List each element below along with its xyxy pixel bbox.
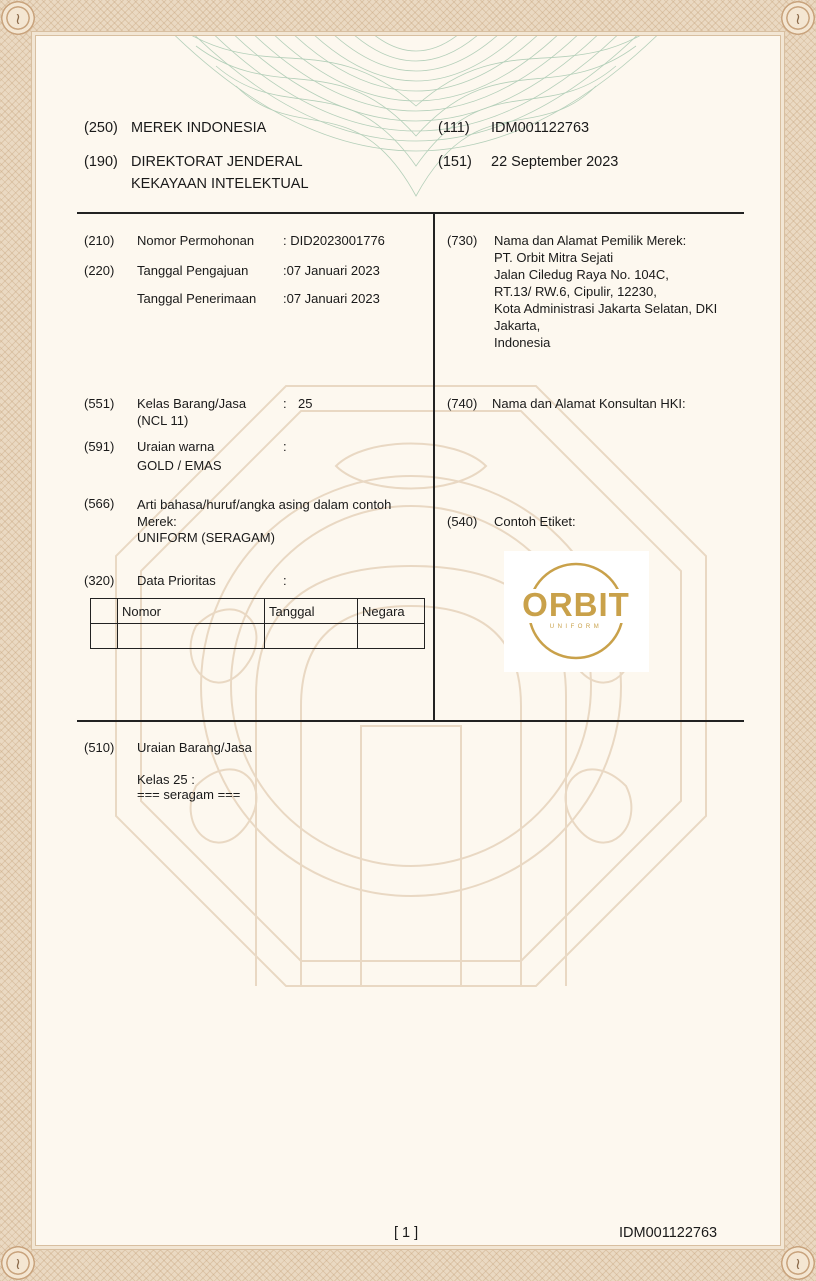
divider-vertical [433, 213, 435, 720]
code-190: (190) [84, 154, 118, 170]
color-colon: : [283, 439, 287, 454]
corner-ornament-icon: ≀ [0, 0, 36, 36]
filing-date-label: Tanggal Pengajuan [137, 263, 249, 278]
priority-colon: : [283, 573, 287, 588]
corner-ornament-icon: ≀ [780, 1245, 816, 1281]
corner-ornament-icon: ≀ [780, 0, 816, 36]
code-320: (320) [84, 573, 115, 588]
owner-line: Jakarta, [494, 318, 541, 333]
code-250: (250) [84, 120, 118, 136]
code-566: (566) [84, 496, 115, 511]
translation-value: UNIFORM (SERAGAM) [137, 530, 275, 545]
receipt-date-value: :07 Januari 2023 [283, 291, 380, 306]
table-cell [265, 624, 358, 649]
code-740: (740) [447, 396, 478, 411]
code-210: (210) [84, 233, 115, 248]
logo-subtitle: UNIFORM [549, 624, 603, 630]
owner-line: PT. Orbit Mitra Sejati [494, 250, 614, 265]
owner-title: Nama dan Alamat Pemilik Merek: [494, 233, 687, 248]
registration-date: 22 September 2023 [491, 154, 619, 170]
table-cell [91, 624, 118, 649]
footer-registration-number: IDM001122763 [619, 1225, 718, 1241]
translation-label: Arti bahasa/huruf/angka asing dalam contoh [137, 497, 392, 512]
page-number: [ 1 ] [394, 1225, 419, 1241]
code-551: (551) [84, 396, 115, 411]
application-number-label: Nomor Permohonan [137, 233, 255, 248]
filing-date-value: :07 Januari 2023 [283, 263, 380, 278]
table-header-negara: Negara [358, 599, 425, 624]
code-220: (220) [84, 263, 115, 278]
label-sample-title: Contoh Etiket: [494, 514, 576, 529]
owner-line: RT.13/ RW.6, Cipulir, 12230, [494, 284, 657, 299]
divider-top [77, 212, 744, 214]
table-cell [91, 599, 118, 624]
owner-line: Kota Administrasi Jakarta Selatan, DKI [494, 301, 718, 316]
application-number-value: : DID2023001776 [283, 233, 385, 248]
publication-name: MEREK INDONESIA [131, 120, 267, 136]
owner-line: Jalan Ciledug Raya No. 104C, [494, 267, 669, 282]
code-111: (111) [438, 120, 470, 136]
corner-ornament-icon: ≀ [0, 1245, 36, 1281]
class-value: 25 [298, 396, 313, 411]
priority-table [90, 598, 425, 649]
code-591: (591) [84, 439, 115, 454]
table-cell [118, 624, 265, 649]
code-151: (151) [438, 154, 472, 170]
orbit-logo [504, 551, 649, 672]
goods-class: Kelas 25 : [137, 772, 195, 787]
color-label: Uraian warna [137, 439, 215, 454]
table-header-nomor: Nomor [118, 599, 265, 624]
trademark-logo-image [504, 551, 649, 672]
class-edition-label: (NCL 11) [137, 413, 189, 428]
table-row [91, 599, 425, 624]
goods-description: === seragam === [137, 787, 241, 802]
code-540: (540) [447, 514, 478, 529]
goods-title: Uraian Barang/Jasa [137, 740, 252, 755]
class-label: Kelas Barang/Jasa [137, 396, 247, 411]
registration-number: IDM001122763 [491, 120, 590, 136]
color-value: GOLD / EMAS [137, 458, 222, 473]
code-510: (510) [84, 740, 115, 755]
issuing-office-line1: DIREKTORAT JENDERAL [131, 154, 303, 170]
code-730: (730) [447, 233, 478, 248]
table-header-tanggal: Tanggal [265, 599, 358, 624]
priority-label: Data Prioritas [137, 573, 216, 588]
table-row [91, 624, 425, 649]
consultant-title: Nama dan Alamat Konsultan HKI: [492, 396, 686, 411]
class-colon: : [283, 396, 287, 411]
owner-line: Indonesia [494, 335, 551, 350]
issuing-office-line2: KEKAYAAN INTELEKTUAL [131, 176, 309, 192]
translation-label-cont: Merek: [137, 514, 177, 529]
divider-bottom [77, 720, 744, 722]
logo-wordmark: ORBIT [522, 586, 630, 623]
table-cell [358, 624, 425, 649]
receipt-date-label: Tanggal Penerimaan [137, 291, 257, 306]
